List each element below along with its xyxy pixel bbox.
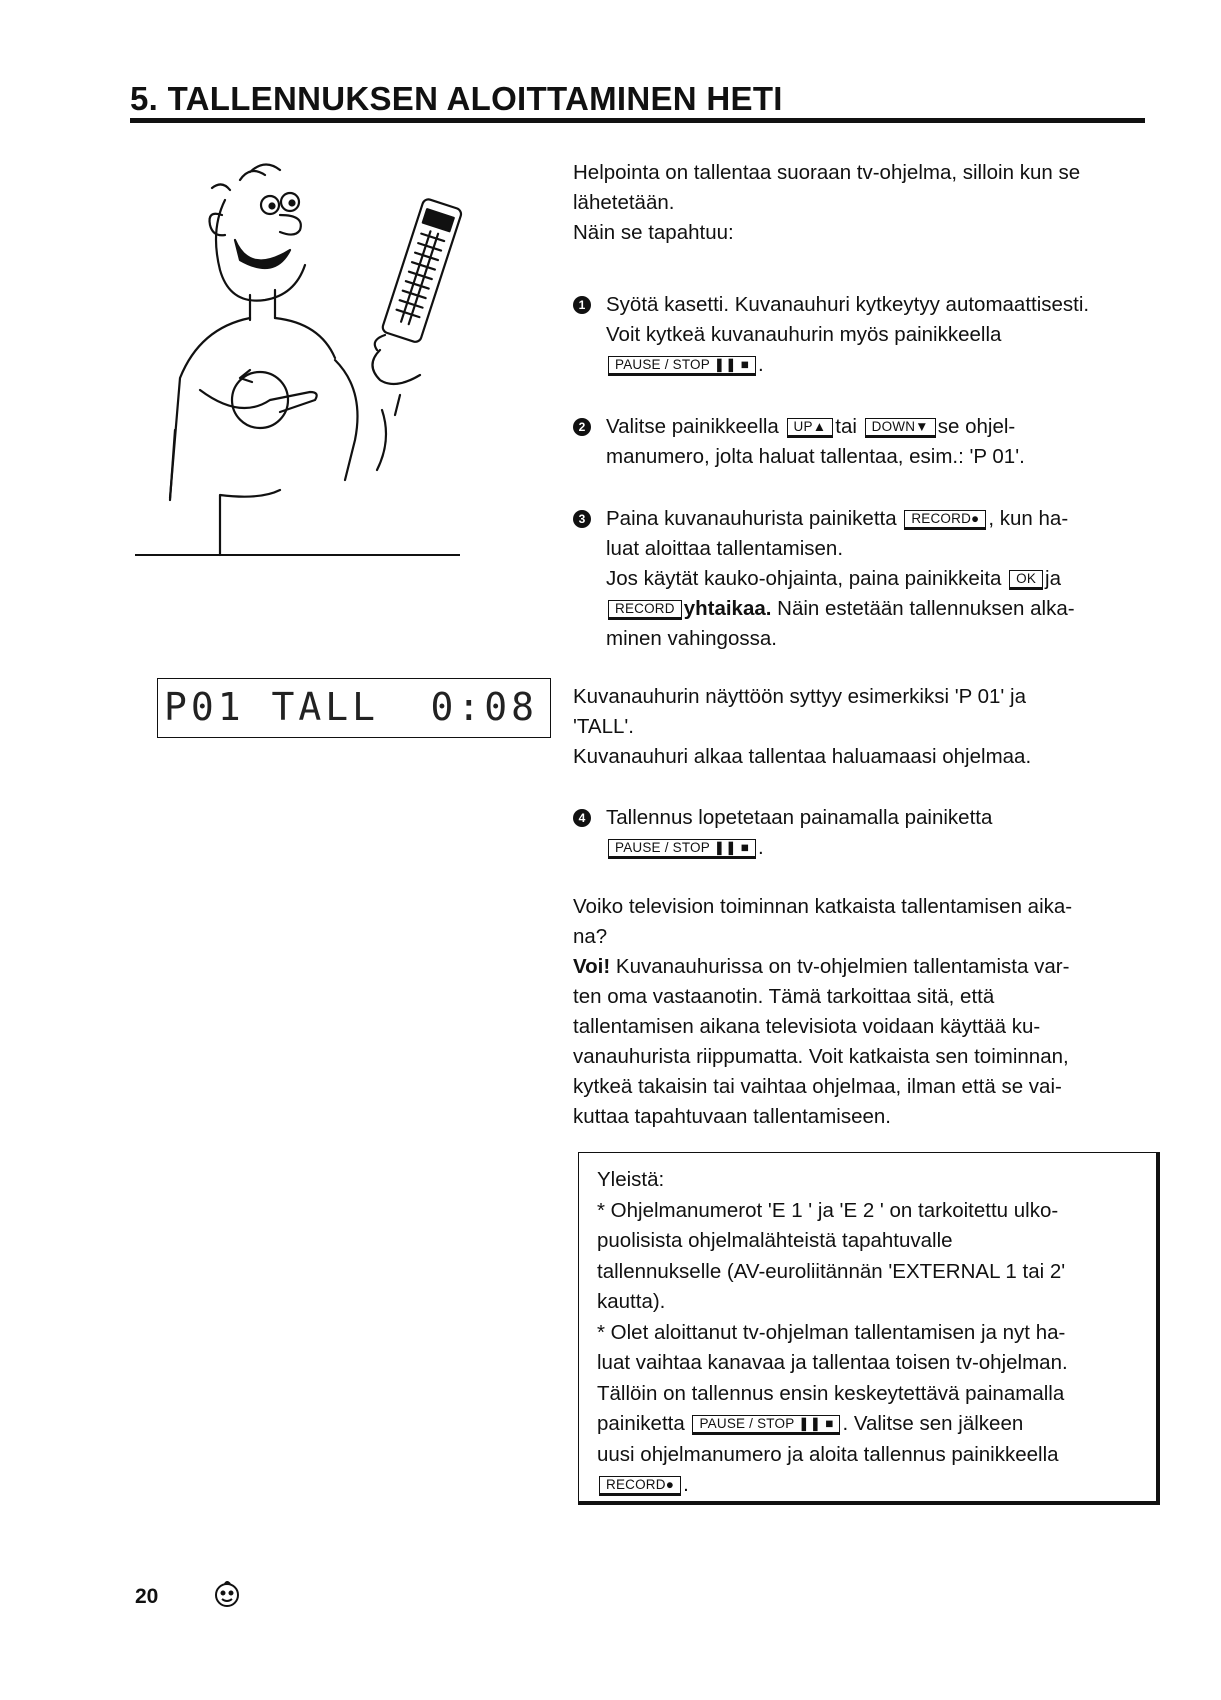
up-button-label: UP▲ (787, 418, 834, 436)
page-number: 20 (135, 1585, 159, 1608)
page-title: 5. TALLENNUKSEN ALOITTAMINEN HETI (130, 80, 783, 117)
pause-stop-button-label: PAUSE / STOP ❚❚ ■ (692, 1415, 840, 1433)
note-text: . Valitse sen jälkeen (842, 1412, 1024, 1435)
step-3-bold: yhtaikaa. (683, 597, 772, 620)
note-line: puolisista ohjelmalähteistä tapahtuvalle (597, 1229, 953, 1252)
step-2-text: se ohjel- (937, 415, 1016, 438)
note-line: kautta). (597, 1290, 666, 1313)
illustration-baseline (135, 554, 460, 556)
step-3-line: minen vahingossa. (606, 627, 777, 650)
answer-bold: Voi! (573, 955, 611, 978)
intro-text (573, 158, 1153, 248)
note-text: painiketta (597, 1412, 685, 1435)
step-number-2: 2 (573, 418, 591, 436)
intro-line: Näin se tapahtuu: (573, 221, 734, 244)
note-text: . (683, 1473, 689, 1496)
step-1 (573, 290, 1153, 380)
step-3-text: Paina kuvanauhurista painiketta (606, 507, 897, 530)
question-line: Voiko television toiminnan katkaista tallentamisen aika- (573, 895, 1073, 918)
question-line: tallentamisen aikana televisiota voidaan käyttää ku- (573, 1015, 1041, 1038)
step-number-4: 4 (573, 809, 591, 827)
record-button-label: RECORD (608, 600, 682, 618)
general-note-box (578, 1152, 1160, 1505)
display-text-line: Kuvanauhurin näyttöön syttyy esimerkiksi 'P 01' ja (573, 685, 1026, 708)
step-3 (573, 504, 1153, 654)
punctuation: . (757, 353, 764, 376)
step-2 (573, 412, 1153, 472)
note-line: tallennukselle (AV-euroliitännän 'EXTERNAL 1 tai 2' (597, 1259, 1066, 1283)
man-with-remote-illustration (130, 160, 470, 560)
step-1-line: Syötä kasetti. Kuvanauhuri kytkeytyy automaattisesti. (606, 293, 1090, 316)
step-1-line: Voit kytkeä kuvanauhurin myös painikkeella (606, 323, 1002, 346)
question-line: vanauhurista riippumatta. Voit katkaista sen toiminnan, (573, 1045, 1069, 1068)
note-line: uusi ohjelmanumero ja aloita tallennus painikkeella (597, 1442, 1059, 1466)
question-line: kytkeä takaisin tai vaihtaa ohjelmaa, ilman että se vai- (573, 1075, 1062, 1098)
note-line: luat vaihtaa kanavaa ja tallentaa toisen tv-ohjelman. (597, 1351, 1068, 1374)
step-2-text: Valitse painikkeella (606, 415, 779, 438)
step-4-line: Tallennus lopetetaan painamalla painiketta (606, 806, 993, 829)
intro-line: lähetetään. (573, 191, 675, 214)
note-line: * Ohjelmanumerot 'E 1 ' ja 'E 2 ' on tarkoitettu ulko- (597, 1198, 1059, 1222)
ok-button-label: OK (1009, 570, 1043, 588)
vcr-display (157, 678, 551, 738)
note-line: * Olet aloittanut tv-ohjelman tallentamisen ja nyt ha- (597, 1320, 1066, 1344)
display-time: 0:08 (430, 685, 538, 729)
pause-stop-button-label: PAUSE / STOP ❚❚ ■ (608, 839, 756, 857)
question-section (573, 892, 1153, 1132)
step-3-text: Näin estetään tallennuksen alka- (771, 597, 1075, 620)
step-number-1: 1 (573, 296, 591, 314)
step-3-text: Jos käytät kauko-ohjainta, paina painikkeita (606, 567, 1002, 590)
display-description (573, 682, 1153, 772)
smiley-face-icon (210, 1577, 244, 1611)
title-rule (130, 118, 1145, 123)
question-line: ten oma vastaanotin. Tämä tarkoittaa sitä, että (573, 985, 995, 1008)
step-3-text: ja (1045, 567, 1062, 590)
down-button-label: DOWN▼ (865, 418, 936, 436)
display-text-line: Kuvanauhuri alkaa tallentaa haluamaasi ohjelmaa. (573, 745, 1032, 768)
question-line: kuttaa tapahtuvaan tallentamiseen. (573, 1105, 891, 1128)
display-channel-status: P01 TALL (164, 685, 380, 729)
question-line: Kuvanauhurissa on tv-ohjelmien tallentamista var- (610, 955, 1070, 978)
step-number-3: 3 (573, 510, 591, 528)
step-3-line: luat aloittaa tallentamisen. (606, 537, 844, 560)
step-4 (573, 803, 1153, 863)
note-line: Tällöin on tallennus ensin keskeytettävä painamalla (597, 1381, 1065, 1405)
intro-line: Helpointa on tallentaa suoraan tv-ohjelma, silloin kun se (573, 161, 1081, 184)
display-text-line: 'TALL'. (573, 715, 634, 738)
step-2-text: tai (835, 415, 857, 438)
record-button-label: RECORD● (599, 1476, 681, 1494)
pause-stop-button-label: PAUSE / STOP ❚❚ ■ (608, 356, 756, 374)
record-button-label: RECORD● (904, 510, 986, 528)
step-2-line: manumero, jolta haluat tallentaa, esim.: 'P 01'. (606, 445, 1025, 468)
question-line: na? (573, 925, 608, 948)
step-3-text: , kun ha- (988, 507, 1069, 530)
note-heading: Yleistä: (597, 1168, 665, 1191)
punctuation: . (757, 836, 764, 859)
